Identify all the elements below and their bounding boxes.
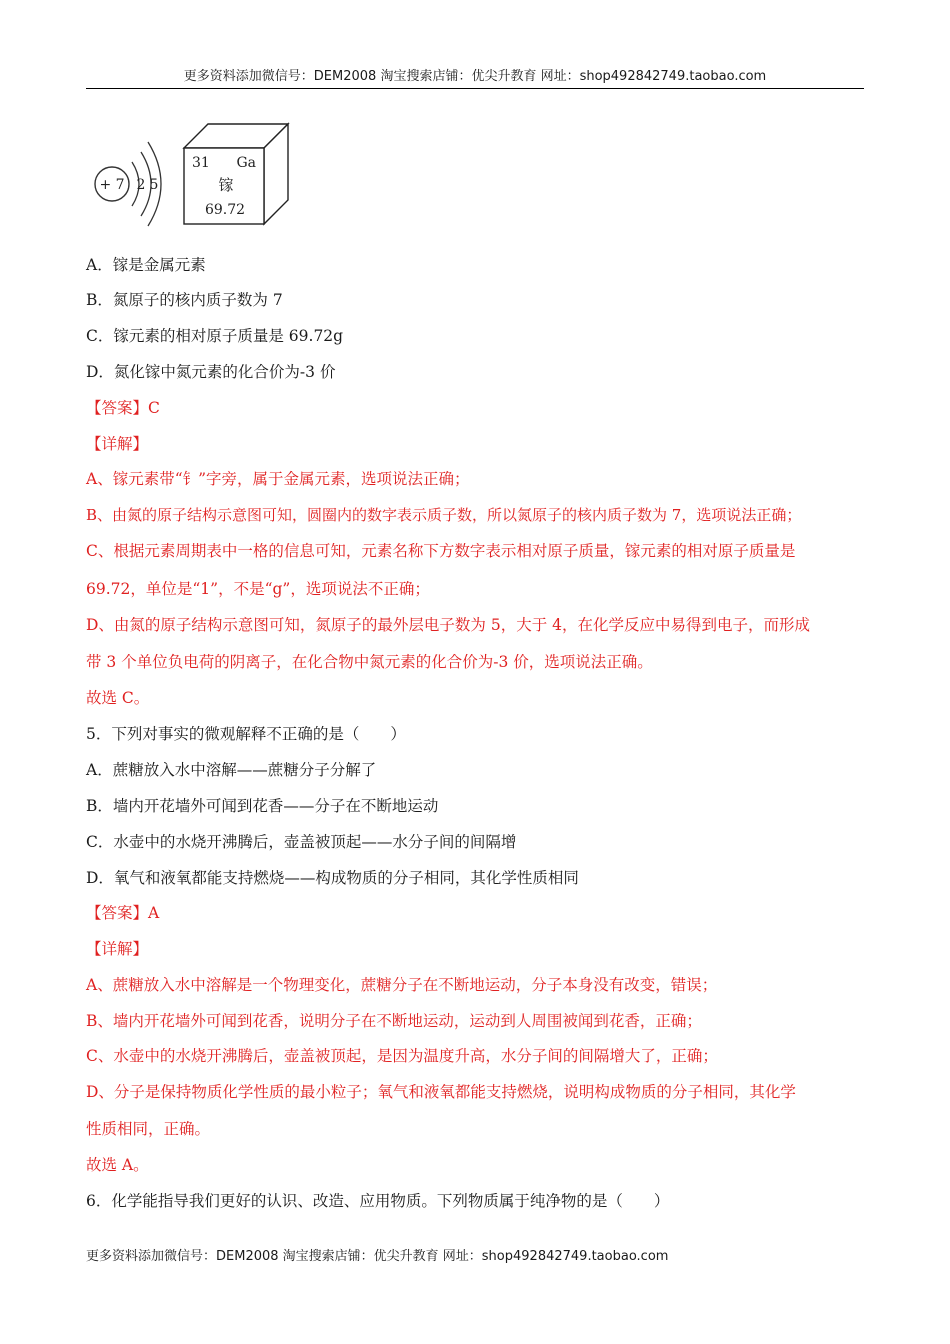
q4-detail-c1: C、根据元素周期表中一格的信息可知，元素名称下方数字表示相对原子质量，镓元素的相对原子质量是 (86, 542, 796, 560)
q4-detail-d2: 带 3 个单位负电荷的阴离子，在化合物中氮元素的化合价为-3 价，选项说法正确。 (86, 653, 653, 671)
q5-detail-d2: 性质相同，正确。 (86, 1120, 211, 1138)
q4-detail-label: 【详解】 (86, 435, 149, 453)
q5-option-c: C．水壶中的水烧开沸腾后，壶盖被顶起——水分子间的间隔增 (86, 833, 517, 851)
q4-option-b: B．氮原子的核内质子数为 7 (86, 291, 283, 309)
q5-detail-a: A、蔗糖放入水中溶解是一个物理变化，蔗糖分子在不断地运动，分子本身没有改变，错误； (86, 976, 718, 994)
q5-answer: 【答案】A (86, 904, 160, 922)
figure-svg (86, 112, 306, 234)
q5-detail-b: B、墙内开花墙外可闻到花香，说明分子在不断地运动，运动到人周围被闻到花香，正确； (86, 1012, 702, 1030)
nucleus-label: + 7 (99, 177, 125, 193)
q4-option-a: A．镓是金属元素 (86, 256, 206, 274)
q6-stem: 6．化学能指导我们更好的认识、改造、应用物质。下列物质属于纯净物的是（ ） (86, 1192, 670, 1210)
header-text: 更多资料添加微信号：DEM2008 淘宝搜索店铺：优尖升教育 网址：shop492842749.taobao.com (183, 69, 767, 84)
q5-conclusion: 故选 A。 (86, 1156, 149, 1174)
q5-option-a: A．蔗糖放入水中溶解——蔗糖分子分解了 (86, 761, 377, 779)
shell2-count: 5 (149, 177, 159, 193)
q4-detail-c2: 69.72，单位是“1”，不是“g”，选项说法不正确； (86, 580, 430, 598)
q4-option-c: C．镓元素的相对原子质量是 69.72g (86, 327, 344, 345)
page-footer (86, 1248, 886, 1266)
q5-option-b: B．墙内开花墙外可闻到花香——分子在不断地运动 (86, 797, 439, 815)
q4-detail-d1: D、由氮的原子结构示意图可知，氮原子的最外层电子数为 5，大于 4，在化学反应中易得到电子，而形成 (86, 616, 811, 634)
q4-conclusion: 故选 C。 (86, 689, 150, 707)
q5-option-d: D．氧气和液氧都能支持燃烧——构成物质的分子相同，其化学性质相同 (86, 869, 579, 887)
footer-text: 更多资料添加微信号：DEM2008 淘宝搜索店铺：优尖升教育 网址：shop492842749.taobao.com (86, 1249, 669, 1264)
atomic-mass: 69.72 (204, 202, 246, 218)
element-name: 镓 (218, 176, 234, 194)
element-symbol: Ga (236, 155, 256, 171)
q5-stem: 5．下列对事实的微观解释不正确的是（ ） (86, 725, 406, 743)
q4-detail-a: A、镓元素带“钅”字旁，属于金属元素，选项说法正确； (86, 470, 470, 488)
atom-and-element-figure (86, 112, 306, 234)
atomic-number: 31 (192, 155, 210, 171)
q5-detail-label: 【详解】 (86, 940, 149, 958)
page-header (86, 68, 864, 89)
q4-option-d: D．氮化镓中氮元素的化合价为-3 价 (86, 363, 336, 381)
shell1-count: 2 (136, 177, 146, 193)
q4-detail-b: B、由氮的原子结构示意图可知，圆圈内的数字表示质子数，所以氮原子的核内质子数为 7，选项说法正确； (86, 506, 802, 524)
q5-detail-d1: D、分子是保持物质化学性质的最小粒子；氧气和液氧都能支持燃烧，说明构成物质的分子相同，其化学 (86, 1083, 796, 1101)
q5-detail-c: C、水壶中的水烧开沸腾后，壶盖被顶起，是因为温度升高，水分子间的间隔增大了，正确； (86, 1047, 718, 1065)
q4-answer: 【答案】C (86, 399, 160, 417)
